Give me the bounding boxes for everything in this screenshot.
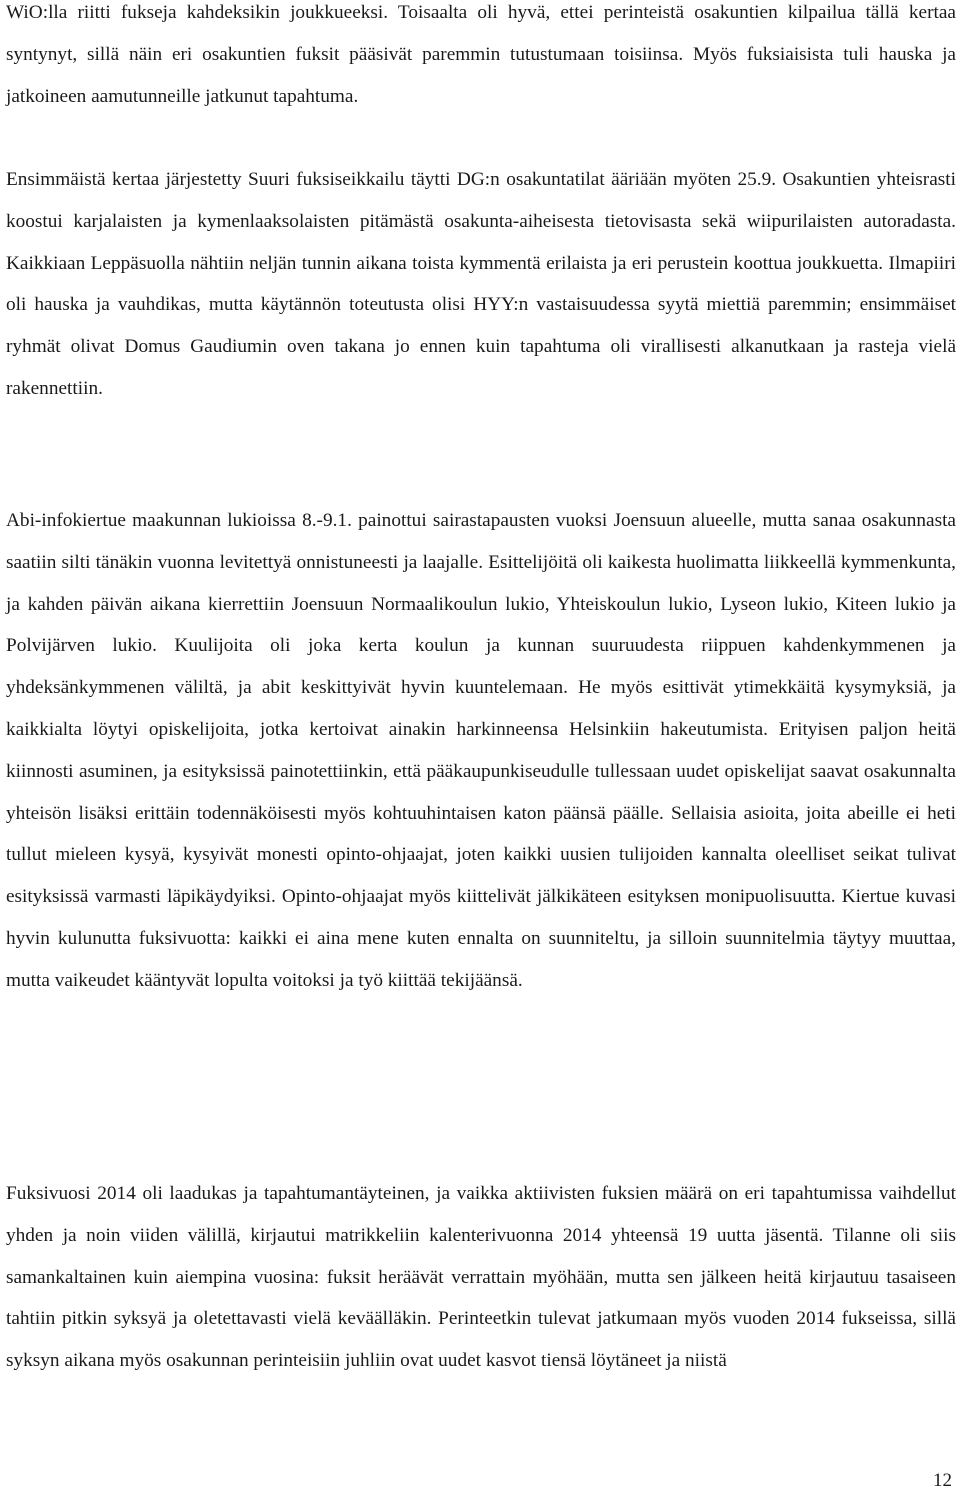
paragraph-fuksi-adventure: Ensimmäistä kertaa järjestetty Suuri fuksiseikkailu täytti DG:n osakuntatilat ääriään myöten 25.9. Osakuntien yhteisrasti koostui karjalaisten ja kymenlaaksolaisten pitämästä osakunta-aiheisesta tietovisasta sekä wiipurilaisten autoradasta. Kaikkiaan Leppäsuolla nähtiin neljän tunnin aikana toista kymmentä erilaista ja eri perustein koottua joukkuetta. Ilmapiiri oli hauska ja vauhdikas, mutta käytännön toteutusta olisi HYY:n vastaisuudessa syytä miettiä paremmin; ensimmäiset ryhmät olivat Domus Gaudiumin oven takana jo ennen kuin tapahtuma oli virallisesti alkanutkaan ja rasteja vielä rakennettiin.: [6, 169, 956, 399]
page-number: 12: [933, 1470, 952, 1491]
paragraph-fuksi-year-2014: Fuksivuosi 2014 oli laadukas ja tapahtumantäyteinen, ja vaikka aktiivisten fuksien määrä on eri tapahtumissa vaihdellut yhden ja noin viiden välillä, kirjautui matrikkeliin kalenterivuonna 2014 yhteensä 19 uutta jäsentä. Tilanne oli siis samankaltainen kuin aiempina vuosina: fuksit heräävät verrattain myöhään, mutta sen jälkeen heitä kirjautuu tasaiseen tahtiin pitkin syksyä ja oletettavasti vielä keväälläkin. Perinteetkin tulevat jatkumaan myös vuoden 2014 fukseissa, sillä syksyn aikana myös osakunnan perinteisiin juhliin ovat uudet kasvot tiensä löytäneet ja niistä: [6, 1183, 956, 1372]
paragraph-team-count: WiO:lla riitti fukseja kahdeksikin joukkueeksi. Toisaalta oli hyvä, ettei perinteistä osakuntien kilpailua tällä kertaa syntynyt, sillä näin eri osakuntien fuksit pääsivät paremmin tutustumaan toisiinsa. Myös fuksiaisista tuli hauska ja jatkoineen aamutunneille jatkunut tapahtuma.: [6, 2, 956, 107]
paragraph-abi-info-tour: Abi-infokiertue maakunnan lukioissa 8.-9.1. painottui sairastapausten vuoksi Joensuun alueelle, mutta sanaa osakunnasta saatiin silti tänäkin vuonna levitettyä onnistuneesti ja laajalle. Esittelijöitä oli kaikesta huolimatta liikkeellä kymmenkunta, ja kahden päivän aikana kierrettiin Joensuun Normaalikoulun lukio, Yhteiskoulun lukio, Lyseon lukio, Kiteen lukio ja Polvijärven lukio. Kuulijoita oli joka kerta koulun ja kunnan suuruudesta riippuen kahdenkymmenen ja yhdeksänkymmenen väliltä, ja abit keskittyivät hyvin kuuntelemaan. He myös esittivät ytimekkäitä kysymyksiä, ja kaikkialta löytyi opiskelijoita, jotka kertoivat ainakin harkinneensa Helsinkiin hakeutumista. Erityisen paljon heitä kiinnosti asuminen, ja esityksissä painotettiinkin, että pääkaupunkiseudulle tullessaan uudet opiskelijat saavat osakunnalta yhteisön lisäksi erittäin todennäköisesti myös kohtuuhintaisen katon päänsä päälle. Sellaisia asioita, joita abeille ei heti tullut mieleen kysyä, kysyivät monesti opinto-ohjaajat, joten kaikki uusien tulijoiden kannalta oleelliset seikat tulivat esityksissä varmasti läpikäydyiksi. Opinto-ohjaajat myös kiittelivät jälkikäteen esityksen monipuolisuutta. Kiertue kuvasi hyvin kulunutta fuksivuotta: kaikki ei aina mene kuten ennalta on suunniteltu, ja silloin suunnitelmia täytyy muuttaa, mutta vaikeudet kääntyvät lopulta voitoksi ja työ kiittää tekijäänsä.: [6, 510, 956, 991]
